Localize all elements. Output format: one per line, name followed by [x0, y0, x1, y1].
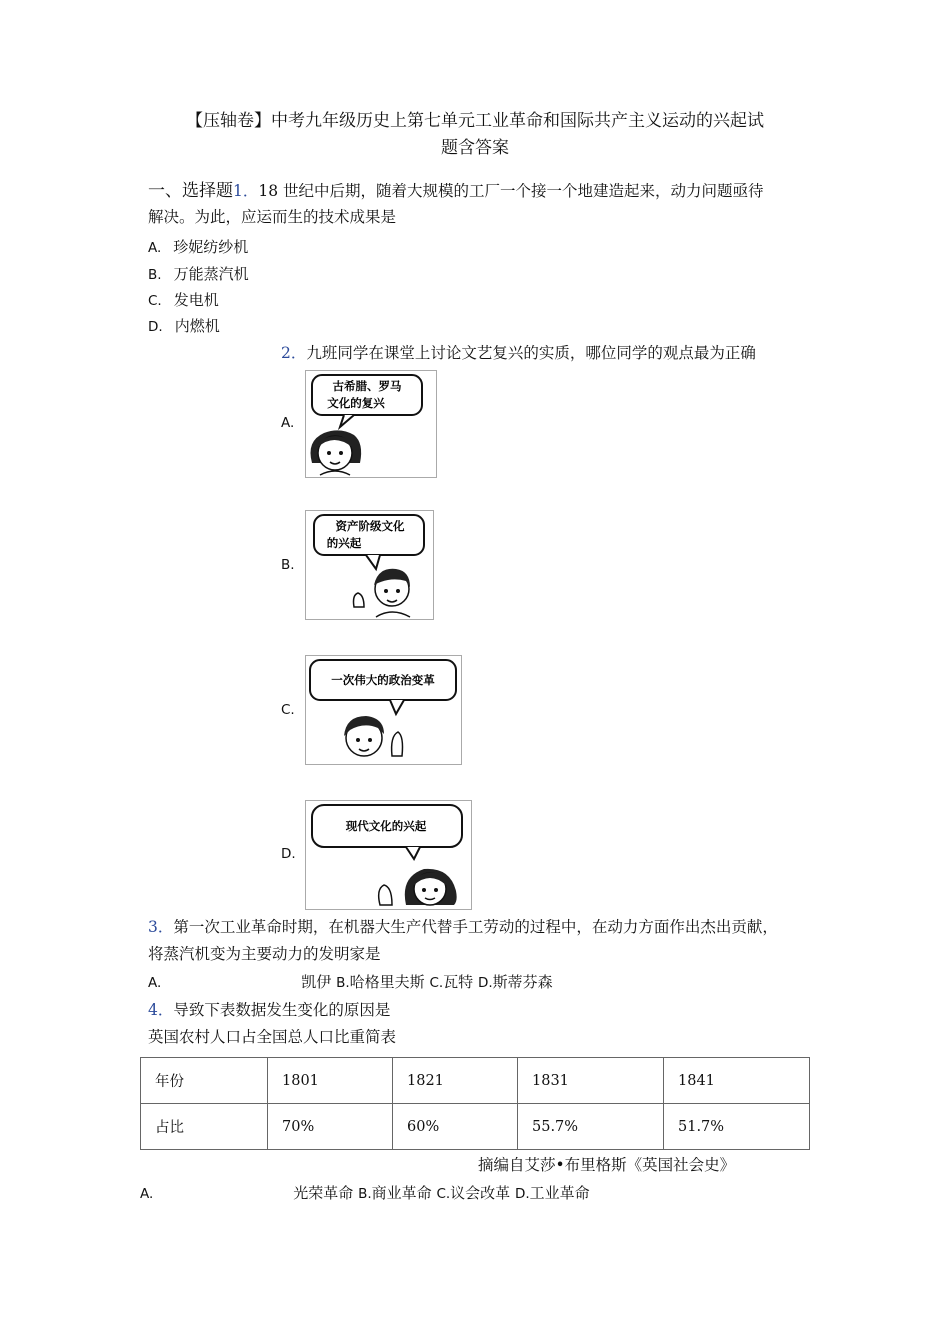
q2-option-d-picture[interactable]	[305, 800, 472, 910]
girl-icon	[311, 430, 362, 475]
q2-c-bubble-line1: 一次伟大的政治变革	[331, 673, 435, 687]
q3-option-c-letter: C.	[429, 975, 444, 991]
doc-title-line2: 题含答案	[441, 138, 509, 158]
question-1-number: 1．	[233, 182, 259, 200]
q3-option-a-letter: A.	[148, 975, 162, 991]
question-2-line	[281, 340, 756, 366]
question-1-line1	[148, 178, 764, 204]
table-cell: 年份	[141, 1058, 268, 1104]
q4-option-b-letter: B.	[358, 1186, 372, 1202]
q2-b-bubble-line2: 的兴起	[326, 536, 362, 550]
child-icon	[379, 869, 457, 905]
q2-option-a-picture[interactable]	[305, 370, 437, 478]
question-4-line	[148, 997, 390, 1023]
question-1-text-a: 18 世纪中后期，随着大规模的工厂一个接一个地建造起来，动力问题亟待	[258, 182, 764, 200]
q3-option-c[interactable]: 瓦特	[443, 973, 474, 991]
question-3-text-a: 第一次工业革命时期，在机器大生产代替手工劳动的过程中，在动力方面作出杰出贡献，	[173, 918, 778, 936]
q1-option-a[interactable]: A. 珍妮纺纱机	[148, 238, 249, 256]
table-cell: 1801	[268, 1058, 393, 1104]
q4-option-a[interactable]: 光荣革命	[293, 1184, 354, 1202]
q3-option-d[interactable]: 斯蒂芬森	[492, 973, 553, 991]
q2-option-b-picture[interactable]	[305, 510, 434, 620]
q3-option-d-letter: D.	[477, 975, 493, 991]
question-2-text: 九班同学在课堂上讨论文艺复兴的实质，哪位同学的观点最为正确	[306, 344, 756, 362]
q1-option-d[interactable]: D. 内燃机	[148, 317, 220, 335]
q3-option-b-letter: B.	[336, 975, 350, 991]
q2-a-bubble-line1: 古希腊、罗马	[332, 379, 402, 393]
q3-options	[148, 971, 553, 992]
q2-a-bubble-line2: 文化的复兴	[327, 396, 385, 410]
question-4-number: 4．	[148, 1001, 174, 1019]
q3-option-a[interactable]: 凯伊	[301, 973, 332, 991]
question-3-line1	[148, 914, 778, 940]
table-cell: 1821	[393, 1058, 518, 1104]
q4-option-d-letter: D.	[514, 1186, 530, 1202]
q3-option-b[interactable]: 哈格里夫斯	[349, 973, 425, 991]
table-row	[141, 1104, 810, 1150]
question-3-number: 3．	[148, 918, 174, 936]
q4-option-b[interactable]: 商业革命	[371, 1184, 432, 1202]
table-cell: 70%	[268, 1104, 393, 1150]
table-cell: 1831	[518, 1058, 664, 1104]
q4-option-c[interactable]: 议会改革	[450, 1184, 511, 1202]
doc-title-line1: 【压轴卷】中考九年级历史上第七单元工业革命和国际共产主义运动的兴起试	[186, 111, 764, 131]
q2-d-bubble-line1: 现代文化的兴起	[345, 819, 427, 833]
table-cell: 1841	[664, 1058, 810, 1104]
population-table	[140, 1057, 810, 1150]
table-cell: 占比	[141, 1104, 268, 1150]
q2-option-c-picture[interactable]	[305, 655, 462, 765]
q2-option-a-letter[interactable]: A.	[281, 415, 295, 431]
question-2-number: 2．	[281, 344, 307, 362]
question-3-line2: 将蒸汽机变为主要动力的发明家是	[148, 945, 381, 963]
boy-icon	[354, 569, 411, 617]
q4-option-d[interactable]: 工业革命	[529, 1184, 590, 1202]
table-title: 英国农村人口占全国总人口比重简表	[148, 1028, 397, 1046]
section-heading: 一、选择题	[148, 181, 233, 201]
q2-option-c-letter[interactable]: C.	[281, 702, 295, 718]
q2-b-bubble-line1: 资产阶级文化	[335, 519, 405, 533]
table-source: 摘编自艾莎•布里格斯《英国社会史》	[478, 1156, 736, 1174]
q2-option-d-letter[interactable]: D.	[281, 846, 296, 862]
question-4-text: 导致下表数据发生变化的原因是	[173, 1001, 391, 1019]
q1-option-b[interactable]: B. 万能蒸汽机	[148, 265, 249, 283]
student-icon	[344, 716, 403, 756]
question-1-line2: 解决。为此，应运而生的技术成果是	[148, 208, 397, 226]
table-cell: 60%	[393, 1104, 518, 1150]
q1-option-c[interactable]: C. 发电机	[148, 291, 219, 309]
table-cell: 55.7%	[518, 1104, 664, 1150]
q4-option-c-letter: C.	[436, 1186, 451, 1202]
table-row	[141, 1058, 810, 1104]
table-cell: 51.7%	[664, 1104, 810, 1150]
q2-option-b-letter[interactable]: B.	[281, 557, 295, 573]
q4-option-a-letter: A.	[140, 1186, 154, 1202]
q4-options	[140, 1182, 590, 1203]
